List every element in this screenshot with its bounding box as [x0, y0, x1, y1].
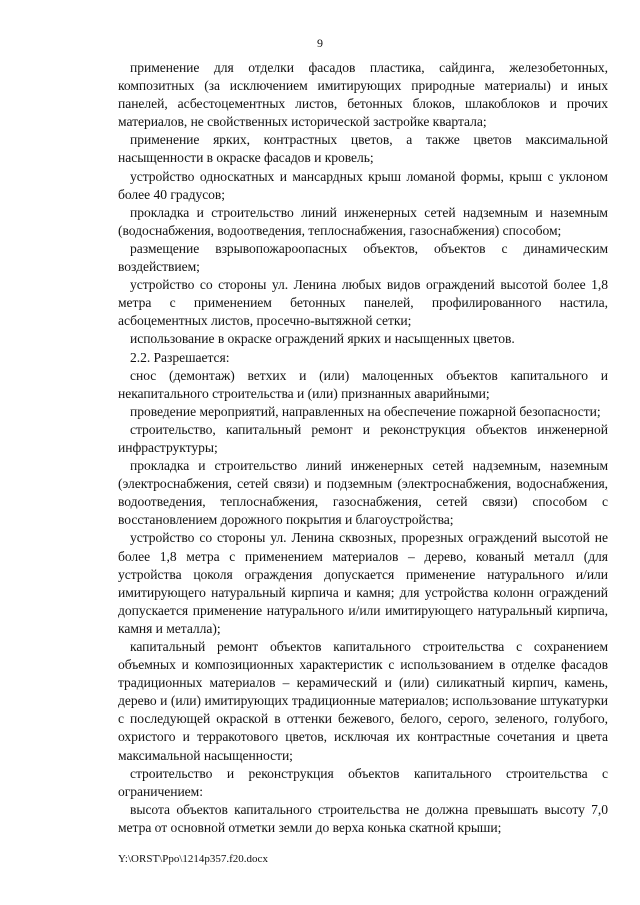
paragraph: снос (демонтаж) ветхих и (или) малоценных объектов капитального и некапитального строительства и (или) признанных аварийными; [118, 367, 608, 401]
paragraph: применение для отделки фасадов пластика, сайдинга, железобетонных, композитных (за исключением имитирующих природные материалы) и иных панелей, асбестоцементных листов, бетонных блоков, шлакоблоков и прочих материалов, не свойственных исторической застройке квартала; [118, 60, 608, 130]
paragraph: строительство и реконструкция объектов капитального строительства с ограничением: [118, 765, 608, 799]
paragraph: капитальный ремонт объектов капитального строительства с сохранением объемных и композиционных характеристик с использованием в отделке фасадов традиционных материалов – керамический и (или) силикатный кирпич, камень, дерево и (или) имитирующих традиционные материалов; использование штукатурки с последующей окраской в оттенки бежевого, белого, серого, зеленого, голубого, охристого и терракотового цветов, исключая их контрастные сочетания и цвета максимальной насыщенности; [118, 639, 608, 763]
page-number: 9 [317, 36, 323, 50]
paragraph: использование в окраске ограждений ярких и насыщенных цветов. [130, 331, 515, 347]
footer-file-path: Y:\ORST\Ppo\1214p357.f20.docx [118, 853, 268, 865]
paragraph: прокладка и строительство линий инженерных сетей надземным, наземным (электроснабжения, сетей связи) и подземным (электроснабжения, водоснабжения, водоотведения, теплоснабжения, газоснабжения, сетей связи) способом с восстановлением дорожного покрытия и благоустройства; [118, 458, 608, 528]
paragraph: проведение мероприятий, направленных на обеспечение пожарной безопасности; [130, 403, 601, 419]
paragraph: устройство односкатных и мансардных крыш ломаной формы, крыш с уклоном более 40 градусов; [118, 168, 608, 202]
paragraph: размещение взрывопожароопасных объектов, объектов с динамическим воздействием; [118, 240, 608, 275]
paragraph: строительство, капитальный ремонт и реконструкция объектов инженерной инфраструктуры; [118, 421, 608, 455]
paragraph: высота объектов капитального строительства не должна превышать высоту 7,0 метра от основной отметки земли до верха конька скатной крыши; [118, 801, 608, 835]
document-body [118, 59, 608, 837]
paragraph: прокладка и строительство линий инженерных сетей надземным и наземным (водоснабжения, водоотведения, теплоснабжения, газоснабжения) способом; [118, 204, 608, 238]
paragraph: устройство со стороны ул. Ленина сквозных, прорезных ограждений высотой не более 1,8 метра с применением материалов – дерево, кованый металл (для устройства цоколя ограждения допускается применение натурального и/или имитирующего натуральный кирпича и камня; для устройства колонн ограждений допускается применение натурального и/или имитирующего натуральный кирпича, камня и металла); [118, 530, 608, 636]
paragraph: применение ярких, контрастных цветов, а также цветов максимальной насыщенности в окраске фасадов и кровель; [118, 132, 608, 166]
paragraph: устройство со стороны ул. Ленина любых видов ограждений высотой более 1,8 метра с применением бетонных панелей, профилированного настила, асбоцементных листов, просечно-вытяжной сетки; [118, 277, 608, 329]
section-heading: 2.2. Разрешается: [130, 349, 230, 365]
